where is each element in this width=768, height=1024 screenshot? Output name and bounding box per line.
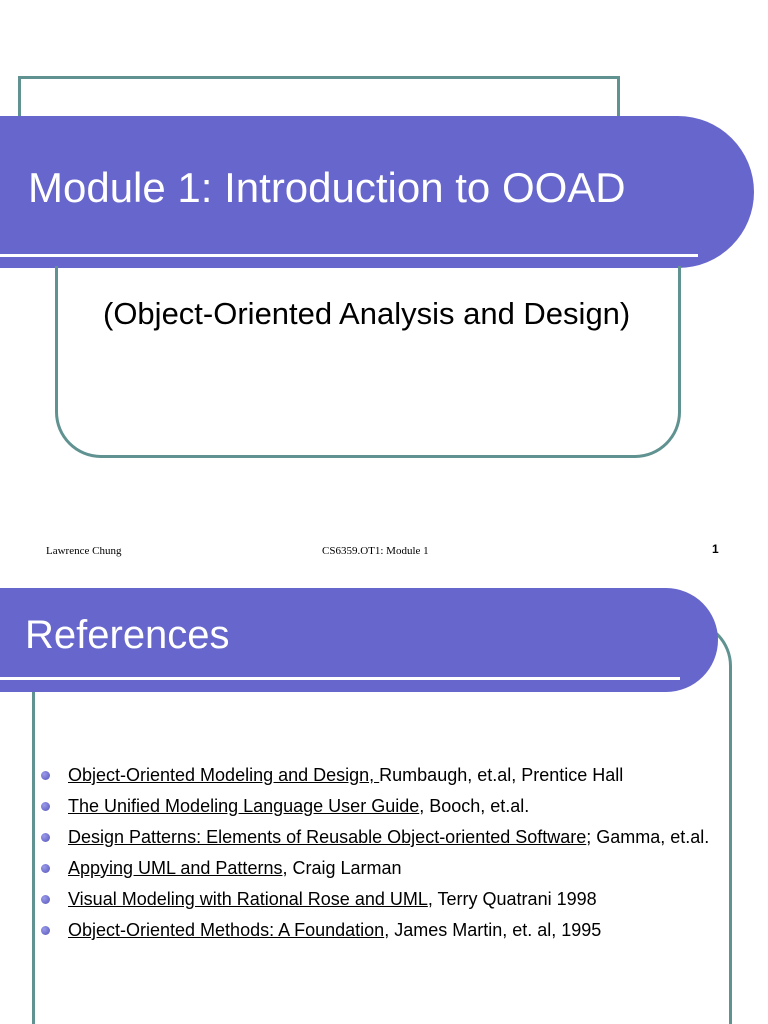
footer-page-number: 1: [712, 542, 719, 556]
list-item: [40, 763, 720, 788]
banner-underline: [0, 677, 680, 680]
reference-title[interactable]: Object-Oriented Methods: A Foundation: [68, 920, 385, 940]
references-heading: References: [25, 613, 230, 657]
reference-details: ; Gamma, et.al.: [586, 827, 710, 847]
reference-title[interactable]: Visual Modeling with Rational Rose and UML: [68, 889, 428, 909]
footer-course: CS6359.OT1: Module 1: [322, 545, 429, 557]
reference-title[interactable]: The Unified Modeling Language User Guide: [68, 796, 420, 816]
bullet-icon: [41, 802, 50, 811]
bullet-icon: [41, 864, 50, 873]
footer-author: Lawrence Chung: [46, 545, 122, 557]
reference-details: Rumbaugh, et.al, Prentice Hall: [379, 765, 624, 785]
bullet-icon: [41, 833, 50, 842]
bullet-icon: [41, 895, 50, 904]
reference-details: , Booch, et.al.: [419, 796, 530, 816]
reference-list: [40, 763, 720, 949]
list-item: [40, 887, 720, 912]
slide-subtitle: (Object-Oriented Analysis and Design): [103, 296, 631, 331]
list-item: [40, 825, 720, 850]
banner-underline: [0, 254, 698, 257]
bullet-icon: [41, 926, 50, 935]
list-item: [40, 856, 720, 881]
reference-title[interactable]: Design Patterns: Elements of Reusable Object-oriented Software: [68, 827, 587, 847]
reference-details: , James Martin, et. al, 1995: [384, 920, 602, 940]
bullet-icon: [41, 771, 50, 780]
slide-references: [0, 580, 768, 1024]
reference-details: , Terry Quatrani 1998: [427, 889, 597, 909]
list-item: [40, 794, 720, 819]
list-item: [40, 918, 720, 943]
reference-title[interactable]: Object-Oriented Modeling and Design,: [68, 765, 380, 785]
slide-title-heading: Module 1: Introduction to OOAD: [28, 164, 626, 211]
reference-title[interactable]: Appying UML and Patterns: [68, 858, 283, 878]
reference-details: , Craig Larman: [282, 858, 402, 878]
